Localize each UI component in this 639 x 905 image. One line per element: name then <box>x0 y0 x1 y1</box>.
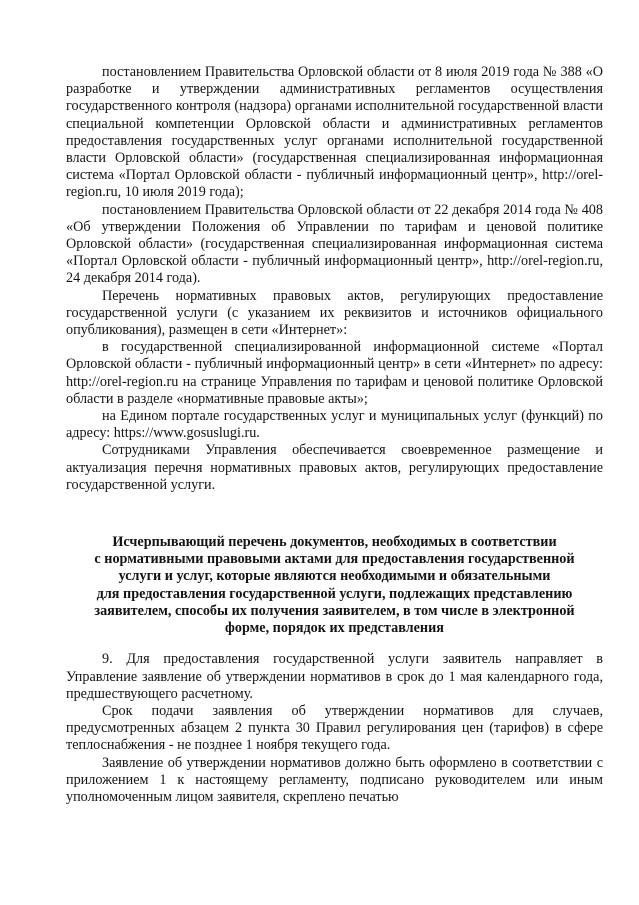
bottom-section <box>66 651 603 806</box>
section-heading <box>66 534 603 637</box>
paragraph-item-9: 9. Для предоставления государственной услуги заявитель направляет в Управление заявление об утверждении нормативов в срок до 1 мая календарного года, предшествующего расчетному. <box>66 651 603 702</box>
heading-line: для предоставления государственной услуги, подлежащих представлению <box>96 585 573 602</box>
paragraph-deadline: Срок подачи заявления об утверждении нормативов для случаев, предусмотренных абзацем 2 пункта 30 Правил регулирования цен (тарифов) в сфере теплоснабжения - не позднее 1 ноября текущего года. <box>66 702 603 754</box>
heading-line: заявителем, способы их получения заявителем, в том числе в электронной <box>94 602 575 619</box>
heading-line: форме, порядок их представления <box>225 620 444 637</box>
paragraph-acts-list: Перечень нормативных правовых актов, регулирующих предоставление государственной услуги (с указанием их реквизитов и источников официального опубликования), размещен в сети «Интернет»: <box>66 287 603 339</box>
heading-line: Исчерпывающий перечень документов, необходимых в соответствии <box>112 534 557 551</box>
paragraph-resolution-408: постановлением Правительства Орловской области от 22 декабря 2014 года № 408 «Об утверждении Положения об Управлении по тарифам и ценовой политике Орловской области» (государственная специализированная информационная система «Портал Орловской области - публичный информационный центр», http://orel-region.ru, 24 декабря 2014 года). <box>66 201 603 287</box>
paragraph-gosuslugi: на Едином портале государственных услуг и муниципальных услуг (функций) по адресу: https://www.gosuslugi.ru. <box>66 408 603 442</box>
top-section <box>66 64 603 494</box>
heading-line: услуги и услуг, которые являются необходимыми и обязательными <box>118 568 551 585</box>
paragraph-resolution-388: постановлением Правительства Орловской области от 8 июля 2019 года № 388 «О разработке и утверждении административных регламентов осуществления государственного контроля (надзора) органами исполнительной государственной власти специальной компетенции Орловской области и административных регламентов предоставления государственных услуг органами исполнительной государственной власти Орловской области» (государственная специализированная информационная система «Портал Орловской области - публичный информационный центр», http://orel-region.ru, 10 июля 2019 года); <box>66 64 603 201</box>
paragraph-application-form: Заявление об утверждении нормативов должно быть оформлено в соответствии с приложением 1 к настоящему регламенту, подписано руководителем или иным уполномоченным лицом заявителя, скреплено печатью <box>66 754 603 805</box>
paragraph-regional-portal: в государственной специализированной информационной системе «Портал Орловской области - публичный информационный центр» в сети «Интернет» по адресу: http://orel-region.ru на странице Управления по тарифам и ценовой политике Орловской области в разделе «нормативные правовые акты»; <box>66 339 603 407</box>
paragraph-staff-duty: Сотрудниками Управления обеспечивается своевременное размещение и актуализация перечня нормативных правовых актов, регулирующих предоставление государственной услуги. <box>66 442 603 493</box>
heading-line: с нормативными правовыми актами для предоставления государственной <box>94 551 575 568</box>
